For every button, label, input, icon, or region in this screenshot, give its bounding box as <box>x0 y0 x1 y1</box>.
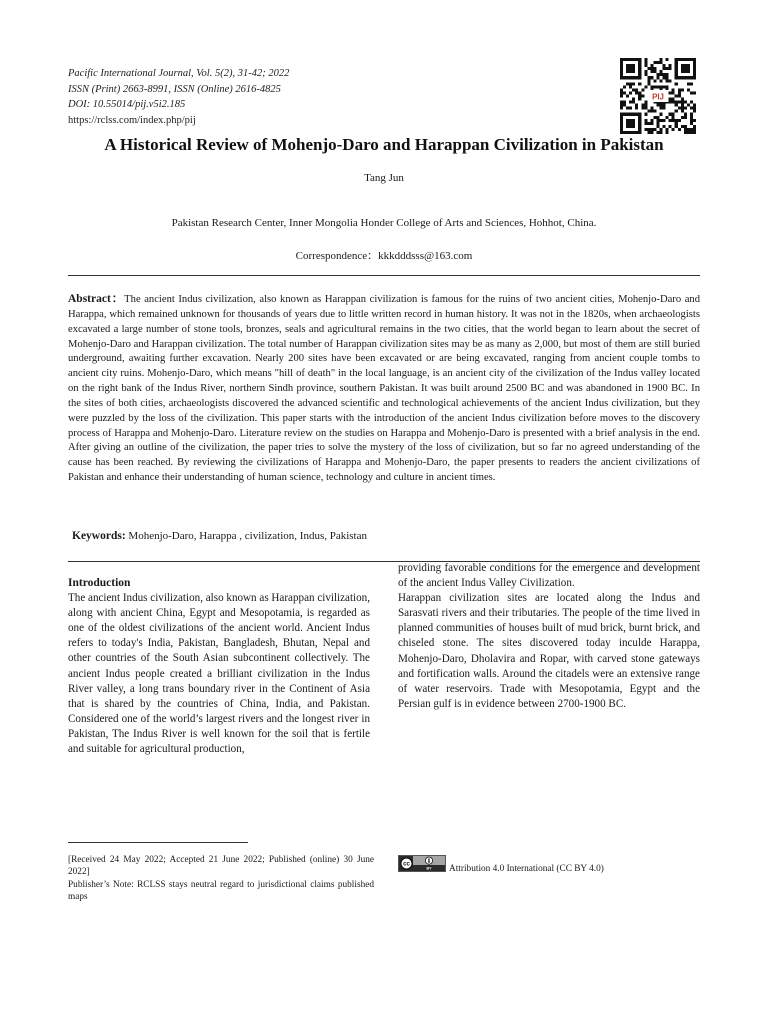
svg-text:cc: cc <box>403 861 410 868</box>
cc-badge-by-label: BY <box>426 866 432 871</box>
author-name: Tang Jun <box>364 172 404 184</box>
qr-code <box>620 58 696 134</box>
author-affiliation: Pakistan Research Center, Inner Mongolia Honder College of Arts and Sciences, Hohhot, China. <box>171 217 597 229</box>
footnotes <box>68 854 374 904</box>
qr-logo-label: PIJ <box>652 92 664 102</box>
left-column <box>68 576 370 757</box>
abstract-label: Abstract： <box>68 293 125 305</box>
harappan-sites-paragraph: Harappan civilization sites are located along the Indus and Sarasvati rivers and their tributaries. The people of the time lived in planned communities of houses built of mud brick, burnt brick, and chiseled stone. The sites discovered today inculde Harappa, Mohenjo-Daro, Dholavira and Ropar, with carved stone gateways and fortification walls. Around the citadels were an extensive range of water reservoirs. Trade with Mesopotamia, Egypt and the Persian gulf is in evidence between 2700-1900 BC. <box>398 592 700 710</box>
keywords-text: Mohenjo-Daro, Harappa , civilization, Indus, Pakistan <box>125 530 368 542</box>
received-dates: [Received 24 May 2022; Accepted 21 June 2022; Published (online) 30 June 2022] <box>68 855 374 878</box>
qr-code-icon <box>620 58 696 134</box>
publisher-note: Publisher’s Note: RCLSS stays neutral regard to jurisdictional claims published maps <box>68 879 374 903</box>
correspondence-email: Correspondence：kkkdddsss@163.com <box>295 250 473 262</box>
journal-url[interactable]: https://rclss.com/index.php/pij <box>68 114 196 126</box>
journal-issn: ISSN (Print) 2663-8991, ISSN (Online) 2616-4825 <box>68 83 281 95</box>
introduction-continuation: providing favorable conditions for the emergence and development of the ancient Indus Valley Civilization. <box>398 562 700 590</box>
journal-citation: Pacific International Journal, Vol. 5(2), 31-42; 2022 <box>68 68 290 79</box>
keywords <box>72 530 367 542</box>
keywords-label: Keywords: <box>72 530 126 542</box>
paper-title: A Historical Review of Mohenjo-Daro and Harappan Civilization in Pakistan <box>104 135 664 154</box>
right-column <box>398 561 700 712</box>
top-divider <box>68 275 700 276</box>
introduction-heading: Introduction <box>68 577 131 589</box>
journal-header <box>68 66 289 128</box>
journal-doi: DOI: 10.55014/pij.v5i2.185 <box>68 99 186 110</box>
license-text: Attribution 4.0 International (CC BY 4.0) <box>449 864 604 874</box>
abstract <box>68 292 700 486</box>
introduction-paragraph: The ancient Indus civilization, also known as Harappan civilization, along with ancient China, Egypt and Mesopotamia, is regarded as one of the oldest civilizations of the ancient world. Ancient Indus refers to today's India, Pakistan, Bangladesh, Bhutan, Nepal and other countries of the South Asian subcontinent collectively. The ancient Indus people created a brilliant civilization in the Indus River valley, a long trans boundary river in the Continent of Asia that is shared by the countries of China, India, and Pakistan. Considered one of the world’s largest rivers and the longest river in Pakistan, The Indus River is well known for the soil that is fertile and suitable for agricultural production, <box>68 592 370 756</box>
footnote-divider <box>68 842 248 843</box>
abstract-text: The ancient Indus civilization, also known as Harappan civilization is famous for the ruins of two ancient cities, Mohenjo-Daro and Harappa, which remained unknown for thousands of years due to little written record in human history. It was not in the 1820s, when archaeologists excavated a large number of stone tools, bronzes, seals and agricultural remains in the two cities, that the world began to learn about the secret of Mohenjo-Daro and Harappan civilization. The total number of Harappan civilization sites may be as many as 2,000, but most of them are still buried underground, awaiting further excavation. Nearly 200 sites have been excavated or are being excavated, ranging from ancient couple tombs to ancient city ruins. Mohenjo-Daro, which means "hill of death" in the local language, is an ancient city of the civilization of the Indus valley located on the right bank of the Indus River, northern Sindh province, southern Pakistan. It was built around 2500 BC and was abandoned in 1900 BC. In the sites of both cities, archaeologists discovered the advanced scientific and technological achievements of the ancient Indus civilization, but they were puzzled by the loss of the civilization. This paper starts with the introduction of the ancient Indus civilization before moves to the discovery process of Harappa and Mohenjo-Daro. Literature review on the studies on Harappa and Mohenjo-Daro is presented with a brief analysis in the end. After giving an outline of the civilization, the paper tries to solve the mystery of the loss of civilization, but so far no agreed understanding of the cause has been reached. By reviewing the civilizations of Harappa and Mohenjo-Daro, the paper presents to readers the ancient civilizations of Pakistan and enhance their understanding of human science, technology and culture in ancient times. <box>68 294 701 484</box>
cc-by-badge[interactable] <box>398 855 446 872</box>
